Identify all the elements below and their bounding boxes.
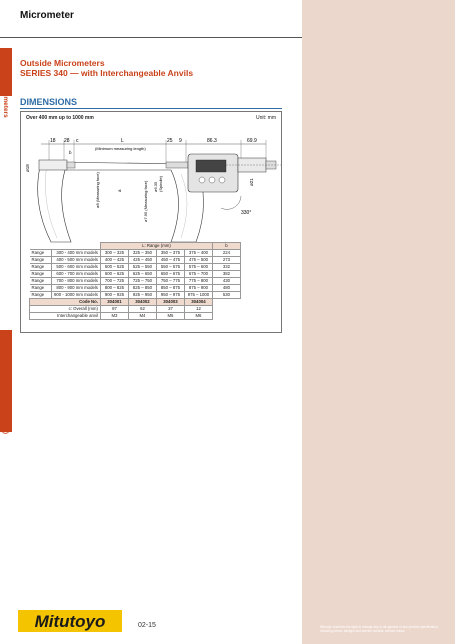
side-section-number: 02: [2, 70, 9, 78]
code-row: [30, 299, 241, 306]
section-title: Micrometer: [20, 10, 74, 21]
lcd-display: [196, 160, 226, 172]
right-margin-band: [302, 0, 455, 644]
dim-label-angle: 330°: [241, 210, 252, 216]
product-title-line2: SERIES 340 — with Interchangeable Anvils: [20, 68, 194, 78]
anvil-cell: M3: [100, 313, 128, 320]
dim-label-18: 18: [50, 138, 56, 144]
table-cell: 500 – 525: [100, 264, 128, 271]
row-model: 500 - 600 mm models: [52, 264, 101, 271]
dim-label-c: c: [76, 138, 79, 144]
spindle: [166, 162, 188, 168]
table-cell: 525 – 550: [128, 264, 156, 271]
table-row: [30, 285, 241, 292]
table-row: [30, 271, 241, 278]
anvil-cell: M6: [184, 313, 212, 320]
anvil-row: [30, 313, 241, 320]
column-header-b: b: [212, 243, 240, 250]
table-cell: 775 – 800: [184, 278, 212, 285]
range-note: Over 400 mm up to 1000 mm: [26, 115, 94, 121]
overall-row: [30, 306, 241, 313]
overall-cell: 12: [184, 306, 212, 313]
side-section-label: Micrometers: [2, 79, 9, 118]
overall-cell: 62: [128, 306, 156, 313]
table-cell: 675 – 700: [184, 271, 212, 278]
table-cell: 650 – 675: [156, 271, 184, 278]
table-cell: 350 – 375: [156, 250, 184, 257]
anvil-label: Interchangeable anvil: [30, 313, 101, 320]
table-cell: 800 – 825: [100, 285, 128, 292]
row-model: 900 - 1000 mm models: [52, 292, 101, 299]
anvil: [39, 160, 67, 170]
overall-cell: 37: [156, 306, 184, 313]
digital-head: [188, 154, 238, 192]
table-cell-b: 530: [212, 292, 240, 299]
head-button: [219, 177, 225, 183]
overall-cell: 87: [100, 306, 128, 313]
code-cell: 304002: [128, 299, 156, 306]
code-cell: 304004: [184, 299, 212, 306]
dim-label-L: L: [121, 138, 124, 144]
dim-label-28: 28: [64, 138, 70, 144]
unit-note: Unit: mm: [256, 115, 276, 121]
range-table: [29, 242, 241, 320]
table-cell: 625 – 650: [128, 271, 156, 278]
table-cell-b: 382: [212, 271, 240, 278]
table-cell: 325 – 350: [128, 250, 156, 257]
micrometer-frame: [38, 162, 204, 242]
anvil-cell: M5: [156, 313, 184, 320]
dim-label-min-length: (Minimum measuring length): [95, 146, 146, 151]
anvil-tip: [67, 162, 75, 168]
table-cell: 300 – 325: [100, 250, 128, 257]
table-cell: 825 – 850: [128, 285, 156, 292]
table-cell: 400 – 425: [100, 257, 128, 264]
overall-label: c: Overall (mm): [30, 306, 101, 313]
table-row: [30, 278, 241, 285]
table-cell: 750 – 775: [156, 278, 184, 285]
table-cell: 900 – 925: [100, 292, 128, 299]
table-cell: 850 – 875: [156, 285, 184, 292]
table-cell: 725 – 750: [128, 278, 156, 285]
product-title: [20, 58, 193, 78]
code-cell: 304001: [100, 299, 128, 306]
table-cell-b: 430: [212, 278, 240, 285]
table-cell-b: 332: [212, 264, 240, 271]
head-button: [209, 177, 215, 183]
dim-label-86-3: 86.3: [207, 138, 217, 144]
side-tab-micrometers: [2, 70, 9, 118]
table-row: [30, 257, 241, 264]
dim-label-spindle: (Spindle): [158, 175, 163, 192]
dim-label-25: 25: [167, 138, 173, 144]
table-cell: 375 – 400: [184, 250, 212, 257]
table-cell: 975 – 1000: [184, 292, 212, 299]
row-model: 300 - 400 mm models: [52, 250, 101, 257]
page-number: 02-15: [138, 622, 156, 629]
table-cell: 700 – 725: [100, 278, 128, 285]
dim-label-9: 9: [179, 138, 182, 144]
header-divider: [0, 37, 302, 38]
table-cell-b: 480: [212, 285, 240, 292]
logo-text: Mitutoyo: [34, 612, 106, 631]
dimensions-divider: [20, 108, 282, 109]
row-label: Range: [30, 250, 52, 257]
dim-label-a: a: [117, 189, 122, 192]
product-title-line1: Outside Micrometers: [20, 58, 105, 68]
table-cell-b: 224: [212, 250, 240, 257]
dim-label-b: b: [69, 150, 72, 155]
table-cell: 550 – 575: [156, 264, 184, 271]
angle-arc: [221, 196, 241, 209]
row-label: Range: [30, 271, 52, 278]
micrometer-drawing: [21, 122, 283, 252]
table-cell: 575 – 600: [184, 264, 212, 271]
dimensions-heading: DIMENSIONS: [20, 97, 78, 107]
row-model: 800 - 900 mm models: [52, 285, 101, 292]
anvil-cell: M4: [128, 313, 156, 320]
table-cell: 600 – 625: [100, 271, 128, 278]
dim-label-69-9: 69.9: [247, 138, 257, 144]
table-cell: 875 – 900: [184, 285, 212, 292]
table-row: [30, 292, 241, 299]
side-tab-digimatic: Outside Micrometers (Digimatic): [2, 334, 9, 435]
dim-label-phi21: ø21: [249, 178, 254, 186]
table-cell: 425 – 450: [128, 257, 156, 264]
table-cell: 925 – 950: [128, 292, 156, 299]
table-cell: 450 – 475: [156, 257, 184, 264]
mitutoyo-logo: [18, 608, 122, 634]
column-group-header: L: Range (mm): [100, 243, 212, 250]
footer-disclaimer: Mitutoyo reserves the right to change any or all aspects of any product specification, including prices, designs and service content, without notice.: [320, 625, 439, 633]
row-model: 600 - 700 mm models: [52, 271, 101, 278]
dim-label-phi8-face: ø8 (Measuring face): [95, 172, 100, 208]
frame-contour: [45, 164, 187, 238]
head-button: [199, 177, 205, 183]
dim-label-phi6: ø6.35: [153, 181, 158, 192]
table-cell: 950 – 975: [156, 292, 184, 299]
table-row: [30, 250, 241, 257]
row-label: Range: [30, 285, 52, 292]
row-label: Range: [30, 264, 52, 271]
code-cell: 304003: [156, 299, 184, 306]
code-label: Code No.: [30, 299, 101, 306]
dim-label-phi795-face: ø7.95 (Measuring face): [143, 180, 148, 222]
row-label: Range: [30, 292, 52, 299]
dim-label-phi18: ø18: [25, 164, 30, 172]
row-model: 700 - 800 mm models: [52, 278, 101, 285]
row-label: Range: [30, 257, 52, 264]
table-cell-b: 273: [212, 257, 240, 264]
table-header-row: [30, 243, 241, 250]
row-model: 400 - 500 mm models: [52, 257, 101, 264]
dimensions-panel: [20, 111, 282, 333]
row-label: Range: [30, 278, 52, 285]
table-row: [30, 264, 241, 271]
table-cell: 475 – 500: [184, 257, 212, 264]
